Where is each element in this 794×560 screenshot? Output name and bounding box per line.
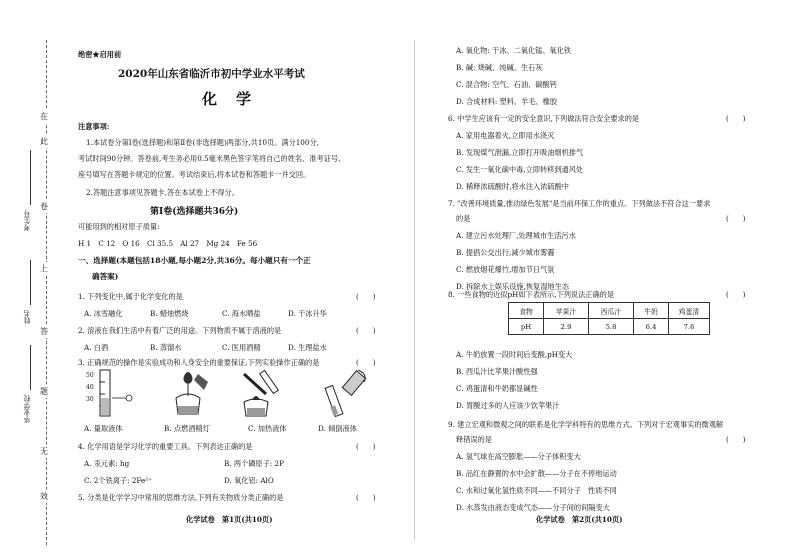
q4-option: C. 2个铁离子: 2Fe²⁺ — [84, 476, 152, 485]
q2-option: A. 白酒 — [84, 343, 109, 352]
margin-char: 卷 — [40, 202, 48, 211]
table-header-row — [509, 303, 710, 319]
table-header: 西瓜汁 — [589, 303, 634, 319]
cylinder-ticks — [86, 370, 94, 406]
q8-option: D. 胃酸过多的人应该少饮苹果汁 — [456, 401, 560, 410]
table-cell: 7.6 — [669, 319, 710, 335]
answer-paren: ( ) — [726, 291, 746, 299]
q3-option: A. 量取液体 — [84, 424, 123, 433]
margin-char: 上 — [40, 264, 48, 273]
q1-option: C. 海水晒盐 — [222, 309, 261, 318]
q1-option: A. 冰雪融化 — [84, 309, 123, 318]
q5-option: A. 氧化物: 干冰、二氧化锰、氧化铁 — [456, 46, 572, 55]
question-1: 1. 下列变化中,属于化学变化的是 — [78, 292, 183, 301]
q9-option: C. 水和过氧化氢性质不同——不同分子 性质不同 — [456, 486, 617, 495]
atomic-mass-values: H 1 C 12 O 16 Cl 35.5 Al 27 Mg 24 Fe 56 — [78, 239, 258, 248]
q3-option: D. 倾倒液体 — [318, 424, 357, 433]
q6-option: C. 发生一氧化碳中毒,立即转移到通风处 — [456, 165, 584, 174]
exam-title: 2020年山东省临沂市初中学业水平考试 — [118, 68, 305, 80]
q3-option: B. 点燃酒精灯 — [164, 424, 210, 433]
name-label: 姓名 — [23, 310, 31, 324]
question-9-cont: 释错误的是 — [456, 435, 492, 444]
answer-paren: ( ) — [726, 115, 746, 123]
answer-paren: ( ) — [356, 327, 376, 335]
cylinder-tick-label: 30 — [86, 396, 94, 403]
q6-option: A. 家用电器着火,立即用水浇灭 — [456, 131, 555, 140]
cylinder-tick-label: 40 — [86, 384, 94, 391]
exam-number-line — [30, 150, 31, 205]
q1-option: B. 蜡烛燃烧 — [150, 309, 189, 318]
page-divider — [414, 40, 415, 540]
q8-option: B. 西瓜汁比苹果汁酸性强 — [456, 367, 538, 376]
table-row-label: pH — [509, 319, 544, 335]
q9-option: A. 氢气球在高空膨胀——分子体积变大 — [456, 452, 581, 461]
q4-option: A. 汞元素: hg — [84, 459, 130, 468]
question-6: 6. 中学生应该有一定的安全意识,下列做法符合安全要求的是 — [448, 114, 640, 123]
exam-number-label: 考生号 — [23, 210, 31, 231]
atomic-mass-label: 可能用到的相对原子质量: — [78, 222, 160, 231]
q8-option: A. 牛奶放置一段时间后变酸,pH变大 — [456, 350, 573, 359]
question-9: 9. 建立宏观和微观之间的联系是化学学科特有的思维方式。下列对于宏观事实的微观解 — [448, 420, 724, 429]
q7-option: B. 提倡公交出行,减少城市雾霾 — [456, 248, 555, 257]
answer-paren: ( ) — [356, 494, 376, 502]
binding-margin — [0, 0, 72, 560]
school-line — [30, 345, 31, 390]
table-cell: 5.8 — [589, 319, 634, 335]
q9-option: B. 品红在静置的水中会扩散——分子在不停地运动 — [456, 469, 617, 478]
answer-paren: ( ) — [726, 215, 746, 223]
page-footer: 化学试卷 第1页(共10页) — [186, 515, 273, 524]
pouring-liquid-image — [318, 368, 373, 418]
q6-option: D. 稀释浓硫酸时,将水注入浓硫酸中 — [456, 182, 569, 191]
answer-paren: ( ) — [726, 436, 746, 444]
school-label: 毕业学校 — [23, 395, 31, 423]
margin-char: 在 — [40, 112, 48, 121]
question-5: 5. 分类是化学学习中常用的思维方法,下列有关物质分类正确的是 — [78, 493, 284, 502]
q5-option: B. 碱: 烧碱、纯碱、生石灰 — [456, 63, 543, 72]
q4-option: D. 氧化铝: AlO — [224, 476, 274, 485]
answer-paren: ( ) — [356, 293, 376, 301]
table-cell: 2.9 — [544, 319, 589, 335]
answer-paren: ( ) — [356, 359, 376, 367]
table-cell: 6.4 — [634, 319, 669, 335]
note-line: 考试时间90分钟。答卷前,考生务必用0.5毫米黑色签字笔将自己的姓名、准考证号、 — [78, 154, 346, 163]
q6-option: B. 发现煤气泄漏,立即打开吸油烟机排气 — [456, 148, 584, 157]
alcohol-lamp-image — [168, 368, 218, 418]
table-header: 食物 — [509, 303, 544, 319]
q8-option: C. 鸡蛋清和牛奶都显碱性 — [456, 384, 538, 393]
question-3: 3. 正确规范的操作是实验成功和人身安全的重要保证,下列实验操作正确的是 — [78, 358, 320, 367]
ph-table — [508, 302, 710, 335]
question-4: 4. 化学用语是学习化学的重要工具。下列表达正确的是 — [78, 442, 253, 451]
table-header: 苹果汁 — [544, 303, 589, 319]
section-title-cont: 确答案) — [92, 272, 119, 281]
part-title: 第Ⅰ卷(选择题共36分) — [150, 207, 239, 217]
subject-title: 化 学 — [202, 90, 254, 108]
question-7: 7. "改善环境质量,推动绿色发展"是当前环保工作的重点。下列做法不符合这一要求 — [448, 199, 711, 208]
q2-option: D. 生理盐水 — [288, 343, 327, 352]
q5-option: C. 混合物: 空气、石油、碳酸钙 — [456, 80, 557, 89]
question-2: 2. 溶液在我们生活中有着广泛的用途。下列物质不属于溶液的是 — [78, 326, 282, 335]
table-row — [509, 319, 710, 335]
q1-option: D. 干冰升华 — [288, 309, 327, 318]
secret-label: 绝密★启用前 — [78, 50, 122, 59]
margin-char: 无 — [40, 447, 48, 456]
q3-option: C. 加热液体 — [248, 424, 287, 433]
q9-option: D. 水蒸发由液态变成气态——分子间的间隔变大 — [456, 503, 610, 512]
margin-char: 答 — [40, 327, 48, 336]
note-line: 1.本试卷分第Ⅰ卷(选择题)和第Ⅱ卷(非选择题)两部分,共10页。满分100分, — [86, 138, 319, 147]
q7-option: D. 拆除水上娱乐设施,恢复湿地生态 — [456, 282, 569, 291]
question-8: 8. 一些食物的近似pH如下表所示,下列说法正确的是 — [448, 290, 615, 299]
q7-option: C. 燃放烟花爆竹,增加节日气氛 — [456, 265, 555, 274]
q2-option: C. 医用酒精 — [222, 343, 261, 352]
section-title: 一、选择题(本题包括18小题,每小题2分,共36分。每小题只有一个正 — [78, 256, 311, 265]
question-7-cont: 的是 — [456, 214, 471, 223]
q2-option: B. 蒸馏水 — [150, 343, 182, 352]
q5-option: D. 合成材料: 塑料、羊毛、橡胶 — [456, 97, 558, 106]
cylinder-tick-label: 50 — [86, 372, 94, 379]
answer-paren: ( ) — [356, 443, 376, 451]
margin-char: 效 — [40, 492, 48, 501]
note-line: 2.答题注意事项见答题卡,答在本试卷上不得分。 — [86, 188, 239, 197]
name-line — [30, 260, 31, 305]
margin-char: 此 — [40, 137, 48, 146]
notes-title: 注意事项: — [78, 122, 110, 131]
page-footer: 化学试卷 第2页(共10页) — [536, 515, 623, 524]
q4-option: B. 两个磷原子: 2P — [224, 459, 284, 468]
table-header: 牛奶 — [634, 303, 669, 319]
margin-char: 题 — [40, 387, 48, 396]
q7-option: A. 建立污水处理厂,处理城市生活污水 — [456, 231, 576, 240]
heating-liquid-image — [236, 368, 291, 418]
table-header: 鸡蛋清 — [669, 303, 710, 319]
graduated-cylinder-image — [96, 368, 136, 418]
note-line: 座号填写在答题卡规定的位置。考试结束后,将本试卷和答题卡一并交回。 — [78, 170, 311, 179]
